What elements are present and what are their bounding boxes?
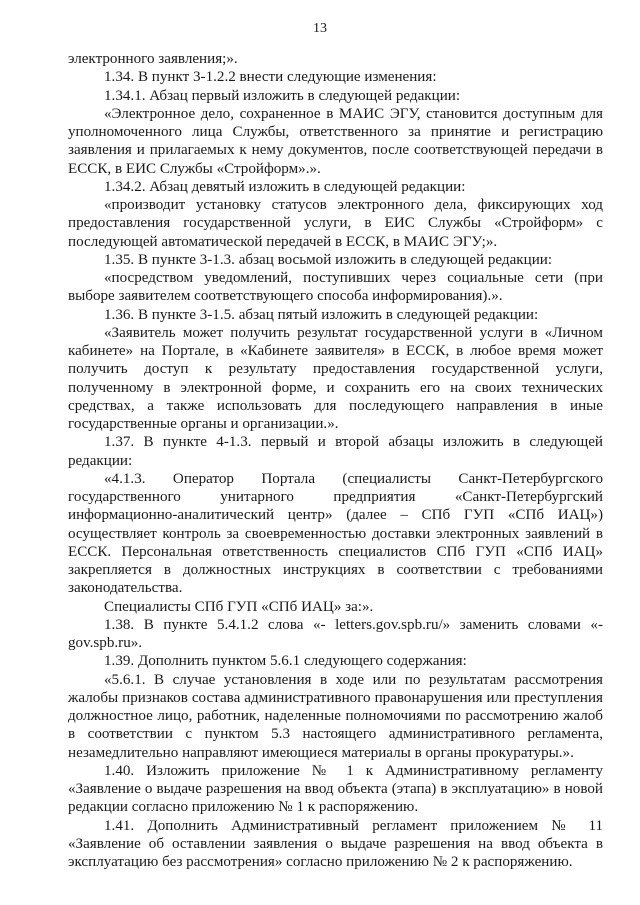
paragraph: 1.39. Дополнить пунктом 5.6.1 следующего содержания:	[104, 653, 467, 670]
paragraph: 1.34.2. Абзац девятый изложить в следующей редакции:	[104, 178, 466, 195]
paragraph: «4.1.3. Оператор Портала (специалисты Санкт-Петербургского государственного унитарного предприятия «Санкт-Петербургский информационно-аналитический центр» (далее – СПб ГУП «СПб ИАЦ») осуществляет контроль за своевременностью доставки электронных заявлений в ЕССК. Персональная ответственность специалистов СПб ГУП «СПб ИАЦ» закрепляется в должностных инструкциях в соответствии с требованиями законодательства.	[68, 470, 603, 597]
paragraph: 1.36. В пункте 3-1.5. абзац пятый изложить в следующей редакции:	[104, 306, 539, 323]
paragraph: 1.38. В пункте 5.4.1.2 слова «- letters.gov.spb.ru/» заменить словами «- gov.spb.ru».	[68, 616, 603, 651]
paragraph: Специалисты СПб ГУП «СПб ИАЦ» за:».	[104, 598, 374, 615]
document-body	[68, 50, 603, 871]
page-number: 13	[313, 21, 327, 36]
paragraph: 1.35. В пункте 3-1.3. абзац восьмой изложить в следующей редакции:	[104, 251, 553, 268]
paragraph: 1.41. Дополнить Административный регламент приложением № 11 «Заявление об оставлении заявления о выдаче разрешения на ввод объекта в эксплуатацию без рассмотрения» согласно приложению № 2 к распоряжению.	[68, 817, 603, 870]
paragraph: электронного заявления;».	[68, 51, 238, 67]
paragraph: 1.34. В пункт 3-1.2.2 внести следующие изменения:	[104, 69, 437, 86]
paragraph: «посредством уведомлений, поступивших через социальные сети (при выборе заявителем соответствующего способа информирования).».	[68, 270, 603, 305]
paragraph: 1.34.1. Абзац первый изложить в следующей редакции:	[104, 87, 461, 104]
paragraph: 1.37. В пункте 4-1.3. первый и второй абзацы изложить в следующей редакции:	[68, 434, 603, 469]
paragraph: 1.40. Изложить приложение № 1 к Административному регламенту «Заявление о выдаче разрешения на ввод объекта (этапа) в эксплуатацию» в новой редакции согласно приложению № 1 к распоряжению.	[68, 762, 603, 816]
paragraph: «Заявитель может получить результат государственной услуги в «Личном кабинете» на Портале, в «Кабинете заявителя» в ЕССК, в любое время может получить доступ к результату предоставления государственной услуги, полученному в электронной форме, и сохранить его на своих технических средствах, а также использовать для последующего направления в иные государственные органы и организации.».	[68, 324, 603, 432]
paragraph: «производит установку статусов электронного дела, фиксирующих ход предоставления государственной услуги, в ЕИС Службы «Стройформ» с последующей автоматической передачей в ЕССК, в МАИС ЭГУ;».	[68, 197, 603, 250]
paragraph: «Электронное дело, сохраненное в МАИС ЭГУ, становится доступным для уполномоченного лица Службы, ответственного за принятие и регистрацию заявления и прилагаемых к нему документов, после соответствующей передачи в ЕССК, в ЕИС Службы «Стройформ».».	[68, 105, 603, 177]
paragraph: «5.6.1. В случае установления в ходе или по результатам рассмотрения жалобы признаков состава административного правонарушения или преступления должностное лицо, работник, наделенные полномочиями по рассмотрению жалоб в соответствии с пунктом 5.3 настоящего административного регламента, незамедлительно направляют имеющиеся материалы в органы прокуратуры.».	[68, 671, 603, 761]
